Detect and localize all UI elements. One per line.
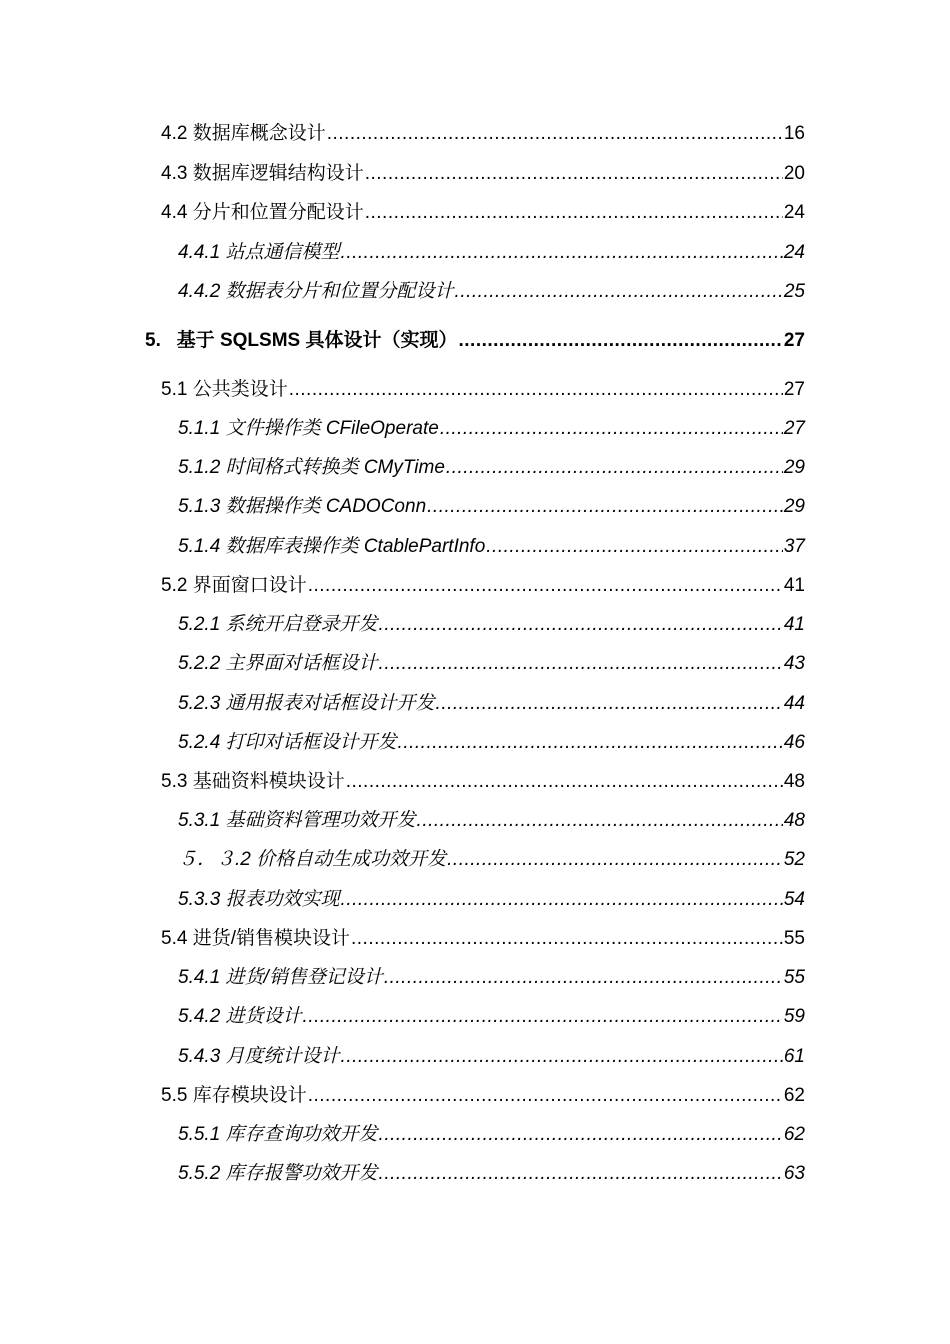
- toc-entry-5-4[interactable]: [161, 926, 805, 952]
- toc-entry-title: 5.3.1 基础资料管理功效开发: [178, 810, 416, 831]
- toc-dot-leader: [341, 887, 783, 913]
- toc-page-number: 24: [783, 202, 805, 223]
- toc-dot-leader: [365, 200, 783, 226]
- toc-entry-title: 5.4.3 月度统计设计: [178, 1046, 340, 1067]
- toc-entry-5-1[interactable]: [161, 377, 805, 403]
- toc-dot-leader: [341, 240, 783, 266]
- toc-entry-5-1-4[interactable]: [178, 534, 805, 560]
- toc-dot-leader: [351, 926, 783, 952]
- toc-dot-leader: [427, 494, 783, 520]
- toc-entry-5-3-3[interactable]: [178, 887, 805, 913]
- toc-entry-4-3[interactable]: [161, 161, 805, 187]
- toc-entry-4-4-2[interactable]: [178, 279, 805, 305]
- toc-entry-title: 5.1.4 数据库表操作类 CtablePartInfo: [178, 536, 486, 557]
- toc-entry-5-2-1[interactable]: [178, 612, 805, 638]
- toc-entry-5-3-2[interactable]: [178, 847, 805, 873]
- toc-entry-title: 4.3 数据库逻辑结构设计: [161, 163, 364, 184]
- toc-page-number: 27: [783, 418, 805, 439]
- toc-entry-5-4-3[interactable]: [178, 1044, 805, 1070]
- toc-entry-5-1-2[interactable]: [178, 455, 805, 481]
- toc-entry-5-5[interactable]: [161, 1083, 805, 1109]
- toc-entry-title: 5.5.2 库存报警功效开发: [178, 1163, 378, 1184]
- toc-dot-leader: [289, 377, 783, 403]
- toc-entry-title: 5.1.2 时间格式转换类 CMyTime: [178, 457, 445, 478]
- toc-entry-title: 5.1 公共类设计: [161, 379, 288, 400]
- toc-page-number: 25: [783, 281, 805, 302]
- toc-page-number: 48: [783, 810, 805, 831]
- toc-page-number: 55: [783, 967, 805, 988]
- toc-dot-leader: [379, 1122, 783, 1148]
- toc-dot-leader: [365, 161, 783, 187]
- toc-page-number: 27: [783, 330, 805, 351]
- toc-page-number: 24: [783, 242, 805, 263]
- toc-entry-title: 4.4.1 站点通信模型: [178, 242, 340, 263]
- toc-dot-leader: [440, 416, 783, 442]
- toc-entry-title: 4.4 分片和位置分配设计: [161, 202, 364, 223]
- toc-page-number: 48: [783, 771, 805, 792]
- toc-page-number: 29: [783, 496, 805, 517]
- toc-entry-5-4-1[interactable]: [178, 965, 805, 991]
- toc-entry-title: 5.1.1 文件操作类 CFileOperate: [178, 418, 439, 439]
- toc-entry-5-3[interactable]: [161, 769, 805, 795]
- toc-dot-leader: [455, 279, 783, 305]
- toc-page-number: 29: [783, 457, 805, 478]
- toc-dot-leader: [346, 769, 783, 795]
- toc-page-number: 59: [783, 1006, 805, 1027]
- toc-page-number: 44: [783, 693, 805, 714]
- toc-dot-leader: [379, 612, 783, 638]
- toc-page-number: 54: [783, 889, 805, 910]
- toc-dot-leader: [327, 121, 783, 147]
- toc-entry-5-5-1[interactable]: [178, 1122, 805, 1148]
- toc-entry-title: 5.2.3 通用报表对话框设计开发: [178, 693, 435, 714]
- toc-page-number: 43: [783, 653, 805, 674]
- toc-entry-5-1-1[interactable]: [178, 416, 805, 442]
- toc-page-number: 62: [783, 1124, 805, 1145]
- toc-page-number: 41: [783, 614, 805, 635]
- toc-entry-title: 5. 基于 SQLSMS 具体设计（实现）: [145, 330, 458, 351]
- toc-page-number: 62: [783, 1085, 805, 1106]
- toc-page-number: 55: [783, 928, 805, 949]
- toc-page-number: 41: [783, 575, 805, 596]
- toc-entry-4-4-1[interactable]: [178, 240, 805, 266]
- toc-dot-leader: [446, 455, 783, 481]
- toc-entry-5-2-4[interactable]: [178, 730, 805, 756]
- toc-entry-title: 5.3 基础资料模块设计: [161, 771, 345, 792]
- toc-entry-title: 5.2 界面窗口设计: [161, 575, 307, 596]
- toc-dot-leader: [458, 328, 782, 354]
- toc-entry-title: 5.5.1 库存查询功效开发: [178, 1124, 378, 1145]
- toc-entry-5-2-3[interactable]: [178, 691, 805, 717]
- toc-page-number: 46: [783, 732, 805, 753]
- toc-entry-5-1-3[interactable]: [178, 494, 805, 520]
- toc-page-number: 20: [783, 163, 805, 184]
- toc-dot-leader: [308, 1083, 783, 1109]
- toc-dot-leader: [379, 651, 783, 677]
- toc-entry-title: 5.5 库存模块设计: [161, 1085, 307, 1106]
- toc-dot-leader: [436, 691, 783, 717]
- toc-dot-leader: [384, 965, 783, 991]
- toc-entry-title: 5.2.2 主界面对话框设计: [178, 653, 378, 674]
- toc-entry-title: 5.2.1 系统开启登录开发: [178, 614, 378, 635]
- toc-entry-5[interactable]: [145, 328, 805, 354]
- toc-page-number: 27: [783, 379, 805, 400]
- toc-entry-title: 5.4 进货/销售模块设计: [161, 928, 350, 949]
- toc-entry-title: 5.2.4 打印对话框设计开发: [178, 732, 397, 753]
- toc-dot-leader: [341, 1044, 783, 1070]
- toc-page-number: 37: [783, 536, 805, 557]
- toc-entry-title: 4.4.2 数据表分片和位置分配设计: [178, 281, 454, 302]
- toc-entry-title: 4.2 数据库概念设计: [161, 123, 326, 144]
- toc-dot-leader: [379, 1161, 783, 1187]
- toc-dot-leader: [308, 573, 783, 599]
- toc-entry-5-3-1[interactable]: [178, 808, 805, 834]
- toc-entry-title: 5.3.3 报表功效实现: [178, 889, 340, 910]
- toc-dot-leader: [398, 730, 783, 756]
- toc-entry-5-2-2[interactable]: [178, 651, 805, 677]
- toc-entry-4-4[interactable]: [161, 200, 805, 226]
- toc-entry-5-5-2[interactable]: [178, 1161, 805, 1187]
- toc-page-number: 61: [783, 1046, 805, 1067]
- toc-entry-title: ５．３.2 价格自动生成功效开发: [178, 849, 447, 870]
- toc-dot-leader: [486, 534, 783, 560]
- toc-page-number: 16: [783, 123, 805, 144]
- toc-entry-title: 5.4.1 进货/销售登记设计: [178, 967, 383, 988]
- toc-page-number: 63: [783, 1163, 805, 1184]
- toc-entry-title: 5.4.2 进货设计: [178, 1006, 302, 1027]
- toc-entry-4-2[interactable]: [161, 121, 805, 147]
- toc-dot-leader: [417, 808, 783, 834]
- toc-page-number: 52: [783, 849, 805, 870]
- toc-entry-title: 5.1.3 数据操作类 CADOConn: [178, 496, 427, 517]
- toc-entry-5-4-2[interactable]: [178, 1004, 805, 1030]
- toc-dot-leader: [303, 1004, 783, 1030]
- toc-entry-5-2[interactable]: [161, 573, 805, 599]
- toc-dot-leader: [447, 847, 783, 873]
